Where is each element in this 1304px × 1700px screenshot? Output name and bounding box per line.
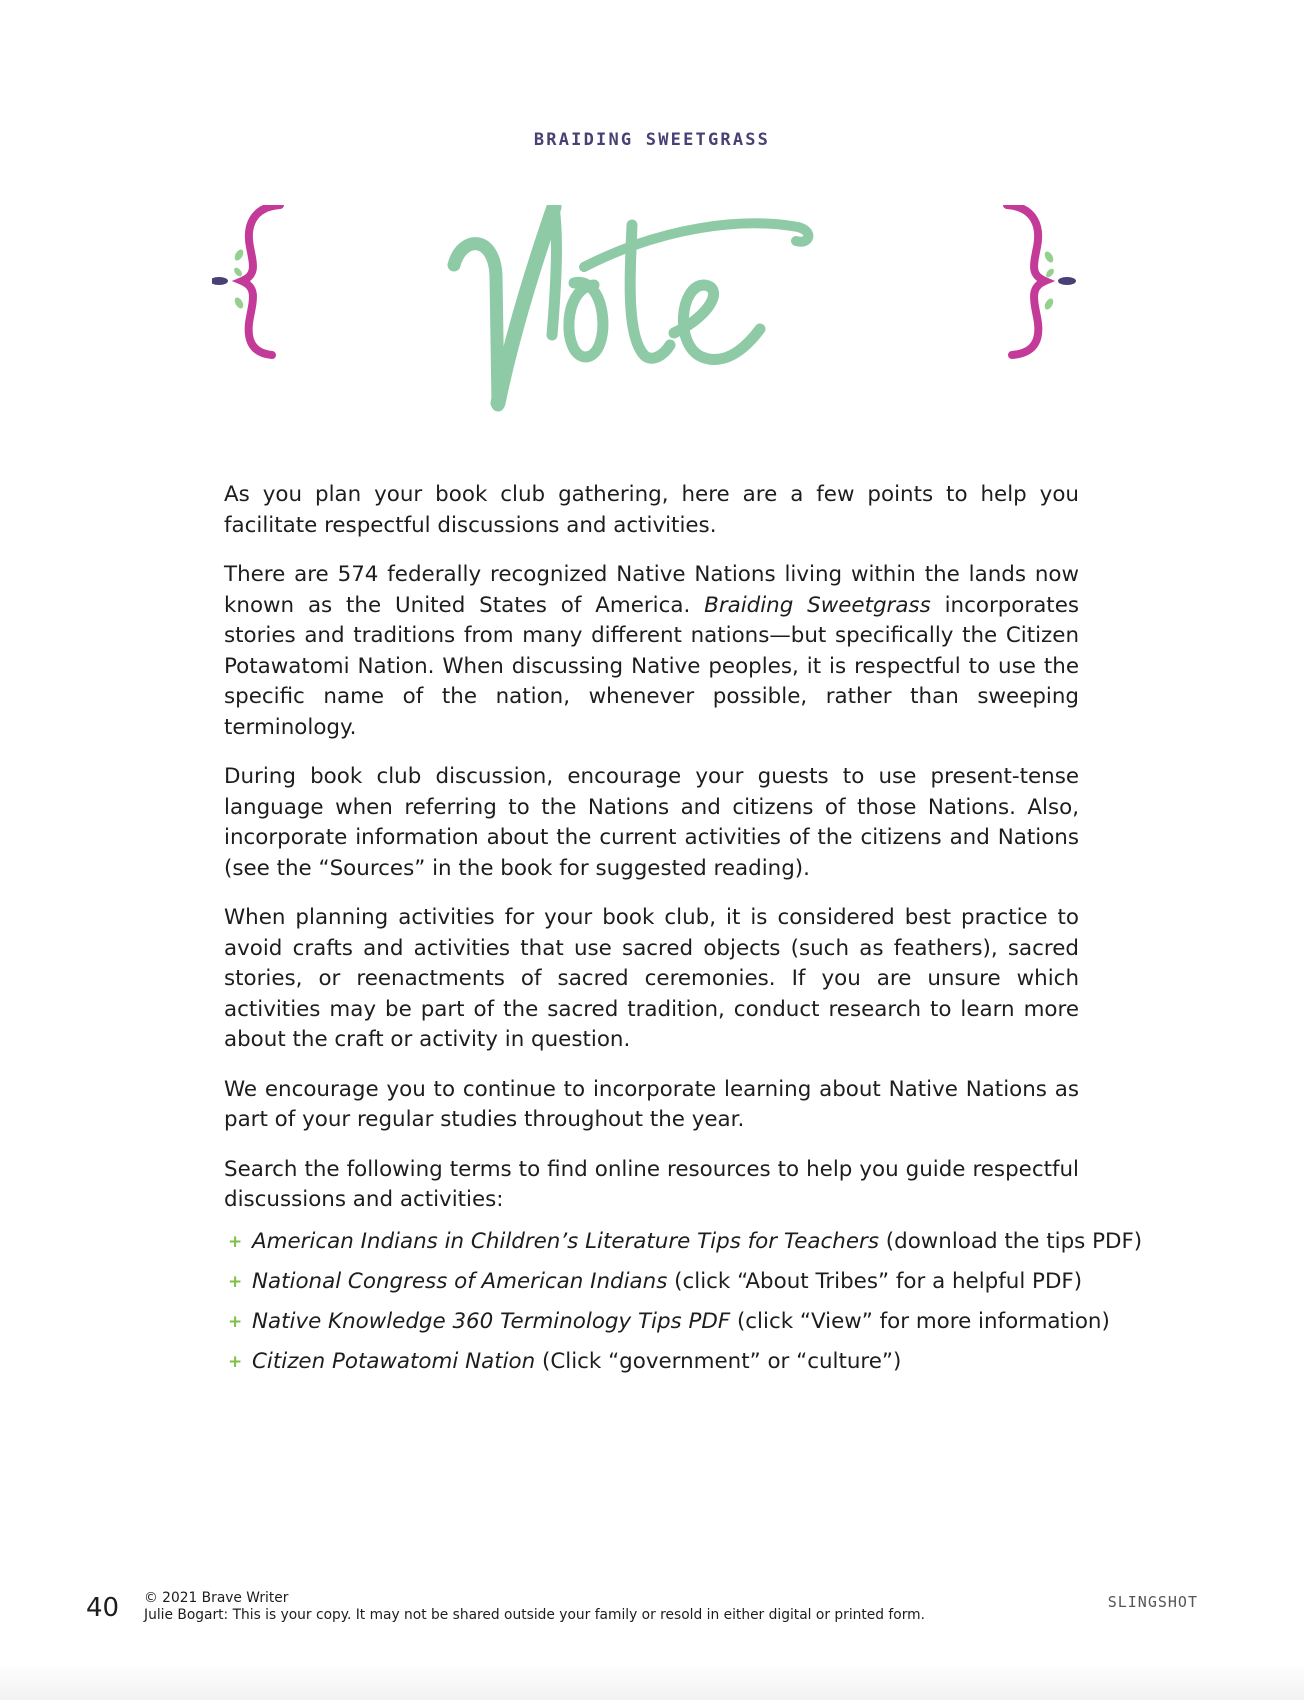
resource-title: American Indians in Children’s Literature Tips for Teachers	[252, 1228, 879, 1254]
left-leaf-top	[233, 248, 245, 262]
left-leaf-mid	[232, 266, 243, 278]
paragraph-activities: When planning activities for your book club, it is considered best practice to avoid crafts and activities that use sacred objects (such as feathers), sacred stories, or reenactments of sacred ceremonies. If you are unsure which activities may be part of the sacred tradition, conduct research to learn more about the craft or activity in question.	[224, 905, 1079, 1052]
resource-note: (Click “government” or “culture”)	[535, 1348, 902, 1374]
paragraph-continue-learning: We encourage you to continue to incorporate learning about Native Nations as part of your regular studies throughout the year.	[224, 1076, 1079, 1132]
plus-bullet-icon: +	[228, 1271, 243, 1292]
right-dot-dark	[1058, 277, 1076, 285]
usage-notice: Julie Bogart: This is your copy. It may not be shared outside your family or resold in either digital or printed form.	[144, 1607, 925, 1623]
footer-copyright-block	[144, 1590, 925, 1624]
note-letter-e	[674, 285, 760, 359]
running-head: BRAIDING SWEETGRASS	[533, 130, 771, 150]
slingshot-logo: SLINGSHOT	[1107, 1593, 1198, 1611]
paragraph-search-terms: Search the following terms to find online resources to help you guide respectful discussions and activities:	[224, 1156, 1079, 1212]
page-number: 40	[86, 1593, 120, 1623]
right-leaf-top	[1043, 250, 1055, 264]
paragraph-intro: As you plan your book club gathering, here are a few points to help you facilitate respectful discussions and activities.	[224, 482, 1079, 538]
paragraph-present-tense: During book club discussion, encourage your guests to use present-tense language when referring to the Nations and citizens of those Nations. Also, incorporate information about the current activities of the citizens and Nations (see the “Sources” in the book for suggested reading).	[224, 764, 1079, 881]
resource-note: (click “View” for more information)	[730, 1308, 1110, 1334]
resource-list	[224, 1227, 1143, 1378]
note-letter-t-crossbar	[584, 223, 808, 267]
resource-item	[224, 1347, 1079, 1378]
page-bottom-shade	[0, 1664, 1304, 1700]
left-brace	[242, 205, 280, 355]
resource-item	[224, 1267, 1083, 1298]
right-brace	[1007, 205, 1045, 355]
note-title-svg	[212, 205, 1092, 465]
plus-bullet-icon: +	[228, 1311, 243, 1332]
resource-note: (click “About Tribes” for a helpful PDF)	[667, 1268, 1083, 1294]
resource-note: (download the tips PDF)	[878, 1228, 1143, 1254]
note-letter-o	[569, 282, 603, 357]
note-letter-n-right	[552, 207, 556, 335]
note-letter-n-left	[454, 244, 498, 405]
note-letter-n-diagonal	[498, 207, 554, 403]
paragraph-native-nations-lead: There are 574 federally recognized Native Nations living within the lands now known as the United States of America.	[224, 562, 1079, 618]
copyright-line: © 2021 Brave Writer	[144, 1590, 289, 1606]
note-body	[224, 480, 1143, 1387]
paragraph-native-nations-rest: incorporates stories and traditions from many different nations—but specifically the Citizen Potawatomi Nation. When discussing Native peoples, it is respectful to use the specific name of the nation, whenever possible, rather than sweeping terminology.	[224, 592, 1079, 740]
note-title-graphic	[212, 205, 1092, 465]
right-brace-ornament	[1007, 205, 1076, 355]
plus-bullet-icon: +	[228, 1351, 243, 1372]
resource-item	[224, 1307, 1110, 1338]
left-leaf-bottom	[233, 296, 245, 310]
resource-title: Citizen Potawatomi Nation	[252, 1348, 536, 1374]
resource-title: Native Knowledge 360 Terminology Tips PDF	[252, 1308, 731, 1334]
right-leaf-bottom	[1043, 297, 1055, 311]
plus-bullet-icon: +	[228, 1231, 243, 1252]
resource-title: National Congress of American Indians	[252, 1268, 668, 1294]
resource-item	[224, 1227, 1143, 1258]
left-dot-dark	[212, 277, 228, 285]
book-title-emphasis: Braiding Sweetgrass	[704, 592, 931, 618]
right-leaf-mid	[1044, 267, 1055, 279]
paragraph-native-nations	[224, 560, 1079, 743]
note-lettering	[454, 207, 808, 405]
left-brace-ornament	[212, 205, 280, 355]
